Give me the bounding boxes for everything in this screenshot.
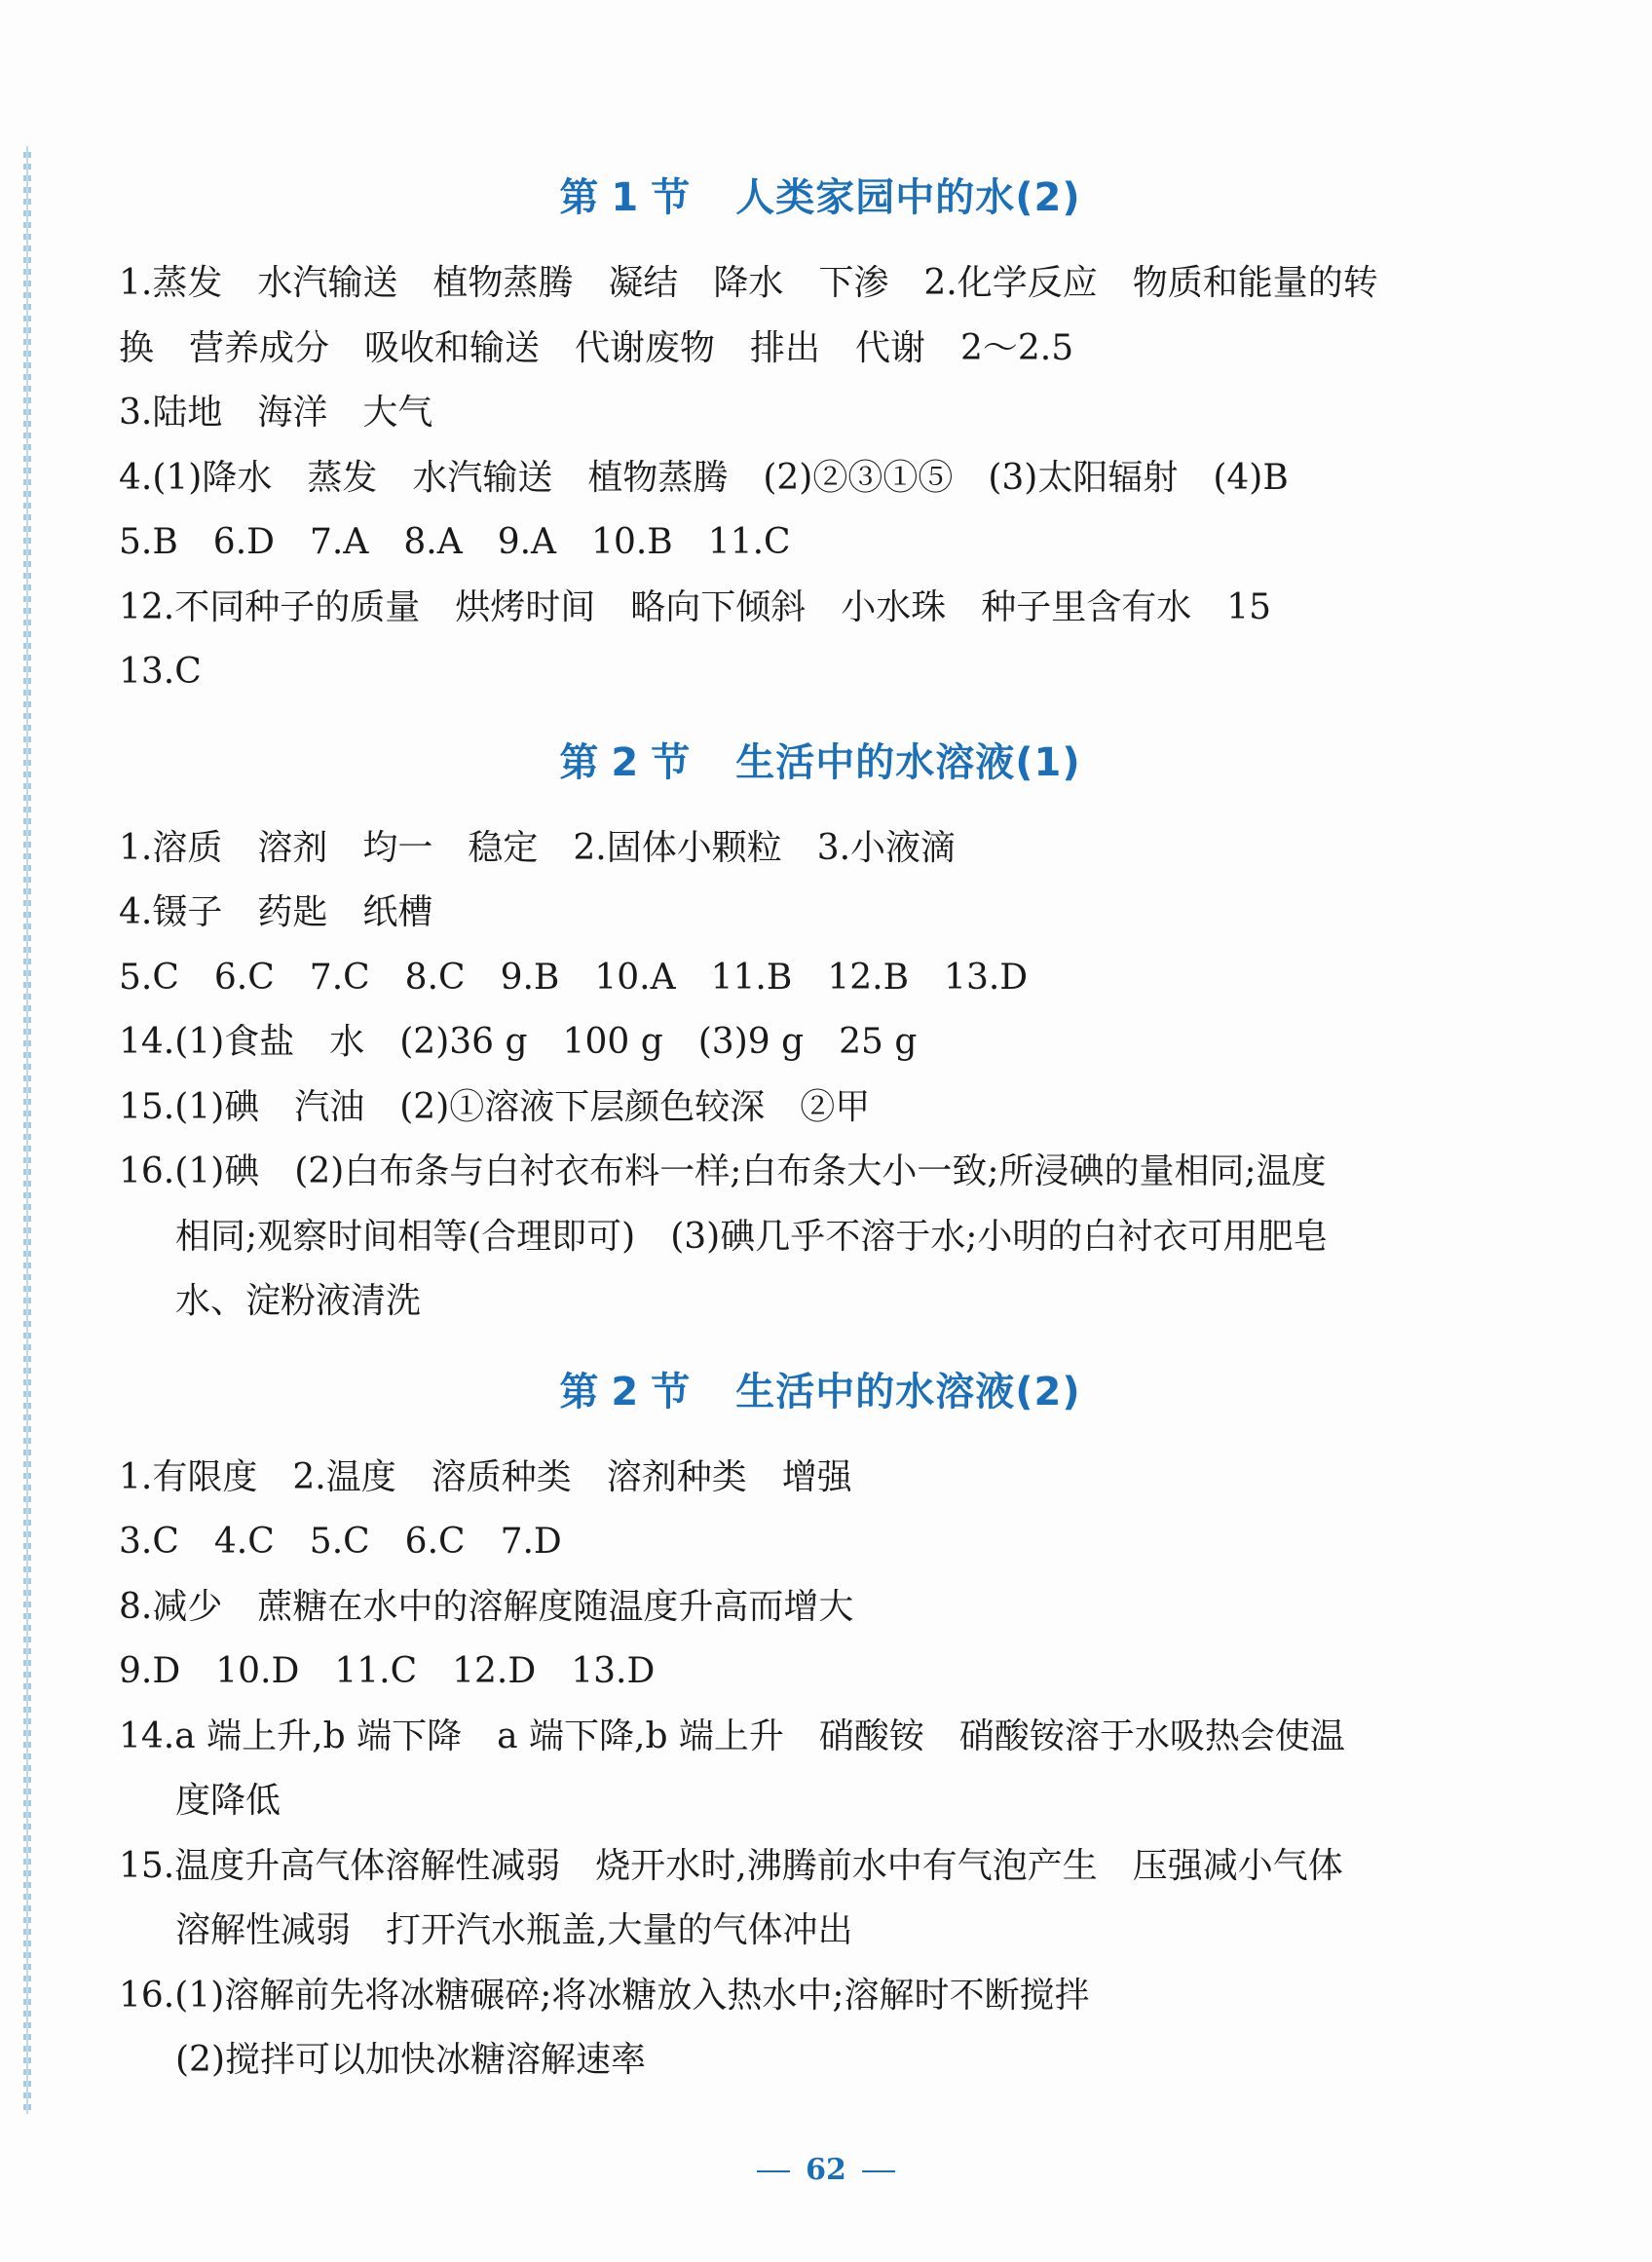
page-number: [0, 2153, 1652, 2187]
answer-line: 13.C: [119, 652, 202, 692]
title-prefix: 第: [559, 1369, 600, 1414]
binding-decoration: [23, 146, 31, 2114]
title-number: 2: [611, 739, 640, 785]
title-text: 生活中的水溶液(2): [735, 1369, 1081, 1414]
answer-line-continued: 度降低: [175, 1781, 282, 1821]
title-prefix: 第: [559, 175, 600, 220]
answer-line-continued: 溶解性减弱 打开汽水瓶盖,大量的气体冲出: [175, 1910, 853, 1950]
answer-line: 16.(1)溶解前先将冰糖碾碎;将冰糖放入热水中;溶解时不断搅拌: [119, 1975, 1090, 2016]
section-2: [119, 731, 1453, 1335]
title-suffix: 节: [651, 739, 692, 785]
title-suffix: 节: [651, 1369, 692, 1414]
answer-line: 3.C 4.C 5.C 6.C 7.D: [119, 1522, 562, 1562]
answer-line: 15.温度升高气体溶解性减弱 烧开水时,沸腾前水中有气泡产生 压强减小气体: [119, 1845, 1343, 1886]
answer-line: 4.(1)降水 蒸发 水汽输送 植物蒸腾 (2)②③①⑤ (3)太阳辐射 (4)B: [119, 457, 1289, 498]
answer-line: 16.(1)碘 (2)白布条与白衬衣布料一样;白布条大小一致;所浸碘的量相同;温度: [119, 1151, 1327, 1191]
answer-line-continued: 水、淀粉液清洗: [175, 1281, 422, 1321]
section-title: [119, 1360, 1453, 1424]
answer-content: [119, 166, 1453, 2093]
answer-line: 1.蒸发 水汽输送 植物蒸腾 凝结 降水 下渗 2.化学反应 物质和能量的转: [119, 263, 1378, 303]
answer-line: 3.陆地 海洋 大气: [119, 393, 433, 433]
answer-line: 5.C 6.C 7.C 8.C 9.B 10.A 11.B 12.B 13.D: [119, 957, 1029, 998]
page-number-value: 62: [806, 2153, 846, 2187]
title-text: 人类家园中的水(2): [735, 175, 1081, 220]
answer-line: 12.不同种子的质量 烘烤时间 略向下倾斜 小水珠 种子里含有水 15: [119, 586, 1272, 627]
answer-line: 14.a 端上升,b 端下降 a 端下降,b 端上升 硝酸铵 硝酸铵溶于水吸热会使温: [119, 1715, 1345, 1756]
title-suffix: 节: [651, 175, 692, 220]
answer-line: 1.溶质 溶剂 均一 稳定 2.固体小颗粒 3.小液滴: [119, 827, 957, 868]
answer-line: 5.B 6.D 7.A 8.A 9.A 10.B 11.C: [119, 522, 791, 562]
page-number-dash-left: [757, 2170, 790, 2172]
title-prefix: 第: [559, 739, 600, 785]
answer-line: 15.(1)碘 汽油 (2)①溶液下层颜色较深 ②甲: [119, 1086, 871, 1127]
title-number: 2: [611, 1369, 640, 1414]
title-number: 1: [611, 175, 640, 220]
answer-line-continued: (2)搅拌可以加快冰糖溶解速率: [175, 2040, 646, 2080]
answer-line: 换 营养成分 吸收和输送 代谢废物 排出 代谢 2～2.5: [119, 327, 1074, 368]
section-title: [119, 731, 1453, 795]
answer-line-continued: 相同;观察时间相等(合理即可) (3)碘几乎不溶于水;小明的白衬衣可用肥皂: [175, 1216, 1329, 1257]
section-1: [119, 166, 1453, 705]
section-title: [119, 166, 1453, 230]
answer-line: 1.有限度 2.温度 溶质种类 溶剂种类 增强: [119, 1456, 852, 1497]
answer-line: 14.(1)食盐 水 (2)36 g 100 g (3)9 g 25 g: [119, 1022, 918, 1062]
answer-line: 4.镊子 药匙 纸槽: [119, 892, 433, 932]
answer-line: 9.D 10.D 11.C 12.D 13.D: [119, 1651, 656, 1691]
answer-line: 8.减少 蔗糖在水中的溶解度随温度升高而增大: [119, 1586, 854, 1627]
section-3: [119, 1360, 1453, 2093]
page-number-dash-right: [862, 2170, 895, 2172]
title-text: 生活中的水溶液(1): [735, 739, 1081, 785]
